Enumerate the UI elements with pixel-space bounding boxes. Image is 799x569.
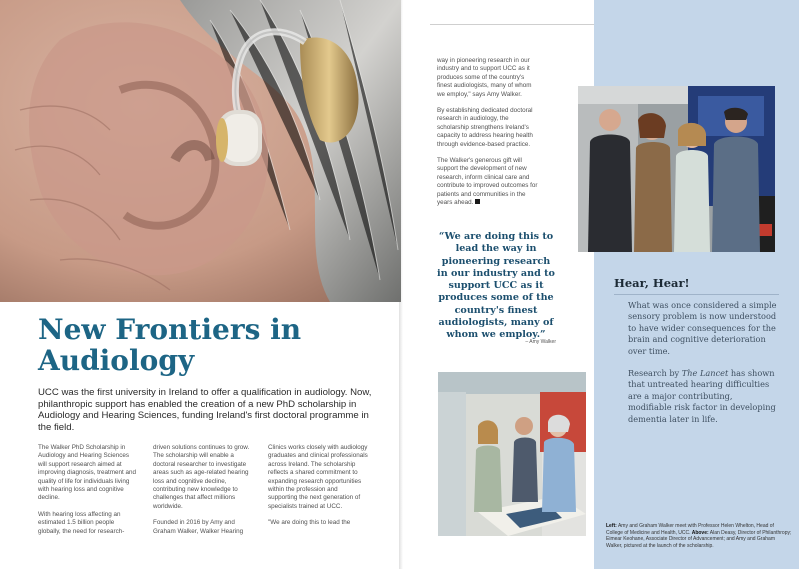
end-mark-icon [475, 199, 480, 204]
sidebar-text-run: Research by [628, 368, 682, 379]
article-standfirst: UCC was the first university in Ireland to offer a qualification in audiology. Now, philanthropic support has enabled the creation of a new PhD scholarship in Audiology and Hearing Sciences, funding Ireland's first doctoral programme in the field. [38, 387, 372, 433]
body-paragraph: With hearing loss affecting an estimated 1.5 billion people globally, the need for research- [38, 510, 125, 535]
photo-caption [606, 523, 792, 550]
hero-photo-hearing-aid [0, 0, 401, 302]
body-paragraph: driven solutions continues to grow. The scholarship will enable a doctoral researcher to investigate areas such as age-related hearing loss and cognitive decline, contributing new knowledge to challenges that affect millions worldwide. [153, 444, 250, 510]
top-rule-divider [430, 24, 595, 25]
body-column-right [437, 57, 541, 216]
sidebar-text-run: has shown that untreated hearing difficulties are a major contributing, modifiable risk factor in developing dementia later in life. [628, 368, 776, 424]
body-paragraph-text: The Walker's generous gift will support the development of new research, inform clinical care and contribute to improved outcomes for patients and communities in the years ahead. [437, 157, 538, 207]
body-paragraph: "We are doing this to lead the [268, 519, 351, 527]
caption-text: Amy and Graham Walker meet with Professor Helen Whelton, Head of College of Medicine and Health, UCC. [606, 523, 774, 536]
photo-exhibit-meeting [438, 372, 586, 536]
body-paragraph: By establishing dedicated doctoral research in audiology, the scholarship strengthens Ireland's capacity to address hearing health through evidence-based practice. [437, 107, 533, 148]
article-headline: New Frontiers in Audiology [38, 313, 302, 377]
caption-label: Left: [606, 523, 617, 529]
pull-quote-attribution: – Amy Walker [525, 339, 556, 345]
body-column-1 [38, 444, 136, 544]
sidebar-body [628, 300, 778, 436]
pull-quote: “We are doing this to lead the way in pioneering research in our industry and to support UCC as it produces some of the country's finest audiologists, many of whom we employ.” [437, 231, 555, 341]
sidebar-source-title: The Lancet [681, 368, 729, 379]
sidebar-paragraph: What was once considered a simple sensory problem is now understood to have wider consequences for the brain and cognitive deterioration over time. [628, 300, 777, 356]
sidebar-title: Hear, Hear! [614, 276, 690, 290]
caption-text: Alan Deasy, Director of Philanthropy; Eimear Keohane, Associate Director of Advancement; and Amy and Graham Walker, pictured at the launch of the scholarship. [606, 529, 792, 550]
sidebar-divider [614, 294, 779, 295]
body-paragraph-final [437, 157, 541, 207]
sidebar-paragraph [628, 368, 778, 425]
caption-label: Above: [690, 529, 709, 536]
body-paragraph: Clinics works closely with audiology graduates and clinical professionals across Ireland. The scholarship reflects a shared commitment to expanding research opportunities within the profession and supporting the next generation of specialists trained at UCC. [268, 444, 368, 510]
body-paragraph: The Walker PhD Scholarship in Audiology and Hearing Sciences will support research aimed at improving diagnosis, treatment and quality of life for individuals living with hearing loss and cognitive decline. [38, 444, 137, 502]
body-column-3 [268, 444, 368, 536]
body-paragraph: way in pioneering research in our industry and to support UCC as it produces some of the country's finest audiologists, many of whom we employ," says Amy Walker. [437, 57, 532, 98]
body-column-2 [153, 444, 251, 544]
photo-launch-group [578, 86, 775, 252]
body-paragraph: Founded in 2016 by Amy and Graham Walker, Walker Hearing [153, 519, 244, 535]
